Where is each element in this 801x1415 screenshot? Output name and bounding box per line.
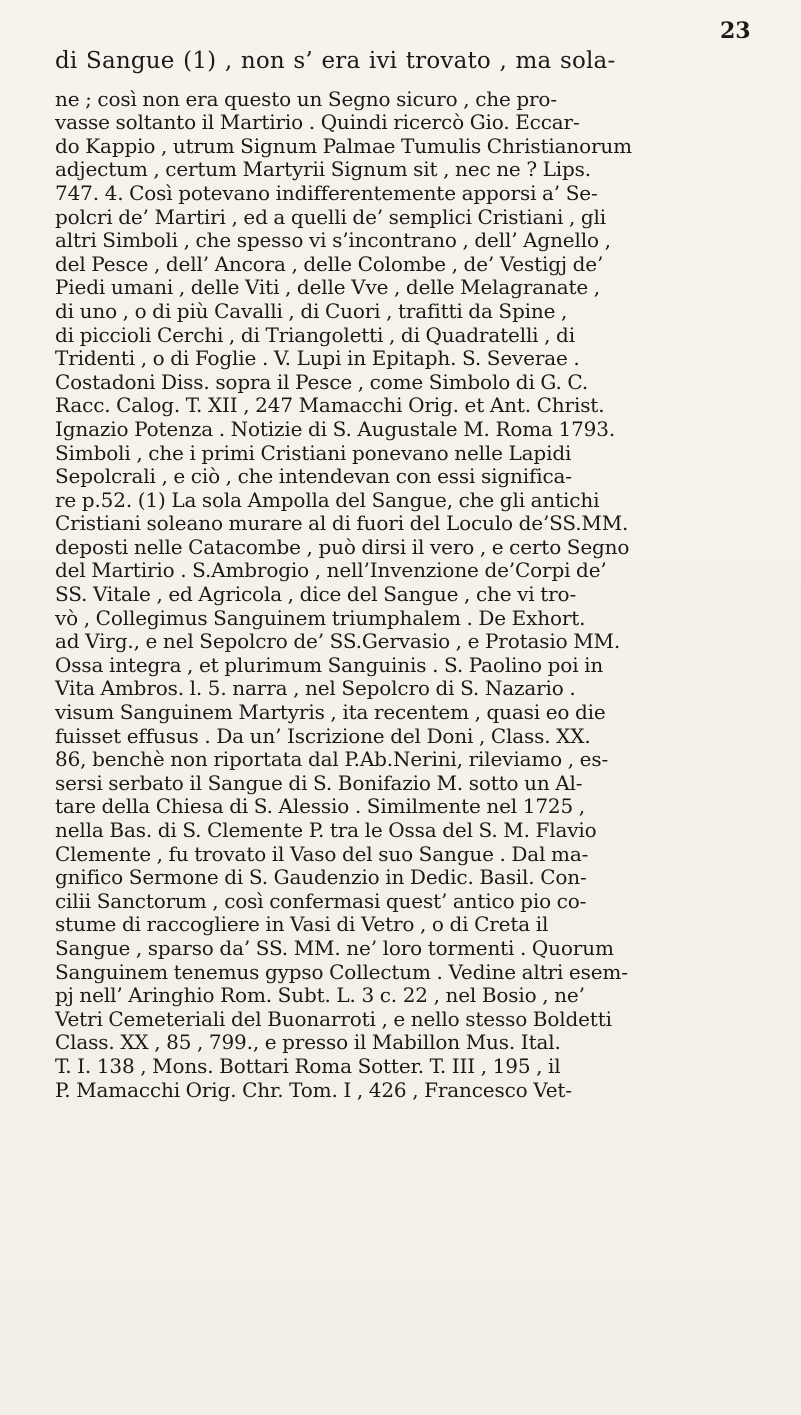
text-line: ad Virg., e nel Sepolcro de’ SS.Gervasio , e Protasio MM.: [55, 629, 621, 654]
text-line: deposti nelle Catacombe , può dirsi il vero , e certo Segno: [55, 534, 630, 559]
text-line: ne ; così non era questo un Segno sicuro , che pro-: [55, 86, 557, 111]
text-line: adjectum , certum Martyrii Signum sit , nec ne ? Lips.: [55, 157, 591, 182]
text-line: Sepolcrali , e ciò , che intendevan con essi significa-: [55, 464, 572, 489]
text-line: Simboli , che i primi Cristiani ponevano nelle Lapidi: [55, 440, 572, 465]
text-line: Racc. Calog. T. XII , 247 Mamacchi Orig. et Ant. Christ.: [55, 393, 605, 418]
text-line: P. Mamacchi Orig. Chr. Tom. I , 426 , Francesco Vet-: [55, 1077, 572, 1102]
text-line: do Kappio , utrum Signum Palmae Tumulis Christianorum: [55, 133, 632, 158]
text-line: vò , Collegimus Sanguinem triumphalem . De Exhort.: [55, 605, 586, 630]
text-line: visum Sanguinem Martyris , ita recentem , quasi eo die: [55, 700, 606, 725]
text-line: pj nell’ Aringhio Rom. Subt. L. 3 c. 22 , nel Bosio , ne’: [55, 983, 585, 1008]
text-line: vasse soltanto il Martirio . Quindi ricercò Gio. Eccar-: [55, 110, 580, 135]
text-line: gnifico Sermone di S. Gaudenzio in Dedic. Basil. Con-: [55, 865, 587, 890]
text-line: sersi serbato il Sangue di S. Bonifazio M. sotto un Al-: [55, 770, 583, 795]
text-line: cilii Sanctorum , così confermasi quest’ antico pio co-: [55, 888, 587, 913]
text-line: Tridenti , o di Foglie . V. Lupi in Epitaph. S. Severae .: [55, 346, 580, 371]
text-line: fuisset effusus . Da un’ Iscrizione del Doni , Class. XX.: [55, 723, 591, 748]
body-text: [55, 50, 755, 1102]
text-line: Class. XX , 85 , 799., e presso il Mabillon Mus. Ital.: [55, 1030, 561, 1055]
text-line: 86, benchè non riportata dal P.Ab.Nerini, rileviamo , es-: [55, 747, 609, 772]
text-line: Costadoni Diss. sopra il Pesce , come Simbolo di G. C.: [55, 369, 589, 394]
text-line: di uno , o di più Cavalli , di Cuori , trafitti da Spine ,: [55, 298, 568, 323]
text-line: altri Simboli , che spesso vi s’incontrano , dell’ Agnello ,: [55, 228, 611, 253]
text-line: 747. 4. Così potevano indifferentemente apporsi a’ Se-: [55, 180, 598, 205]
text-line: stume di raccogliere in Vasi di Vetro , o di Creta il: [55, 912, 549, 937]
text-line: Piedi umani , delle Viti , delle Vve , delle Melagranate ,: [55, 275, 600, 300]
text-line: di Sangue (1) , non s’ era ivi trovato , ma sola-: [55, 48, 616, 74]
text-line: Sangue , sparso da’ SS. MM. ne’ loro tormenti . Quorum: [55, 935, 614, 960]
text-line: nella Bas. di S. Clemente P. tra le Ossa del S. M. Flavio: [55, 818, 597, 842]
text-line: Vita Ambros. l. 5. narra , nel Sepolcro di S. Nazario .: [55, 676, 576, 701]
text-line: Ignazio Potenza . Notizie di S. Augustale M. Roma 1793.: [55, 416, 616, 441]
text-line: Cristiani soleano murare al di fuori del Loculo de’SS.MM.: [55, 511, 629, 536]
text-line: Vetri Cemeteriali del Buonarroti , e nello stesso Boldetti: [55, 1006, 612, 1031]
text-line: Clemente , fu trovato il Vaso del suo Sangue . Dal ma-: [55, 841, 589, 866]
text-line: SS. Vitale , ed Agricola , dice del Sangue , che vi tro-: [55, 582, 577, 607]
text-line: re p.52. (1) La sola Ampolla del Sangue, che gli antichi: [55, 487, 600, 512]
text-line: Ossa integra , et plurimum Sanguinis . S. Paolino poi in: [55, 652, 604, 677]
text-line: del Pesce , dell’ Ancora , delle Colombe , de’ Vestigj de’: [55, 251, 604, 276]
text-line: tare della Chiesa di S. Alessio . Similmente nel 1725 ,: [55, 794, 585, 819]
page-number: 23: [720, 18, 751, 44]
text-line: T. I. 138 , Mons. Bottari Roma Sotter. T. III , 195 , il: [55, 1053, 561, 1078]
text-line: del Martirio . S.Ambrogio , nell’Invenzione de’Corpi de’: [55, 558, 607, 583]
text-line: polcri de’ Martiri , ed a quelli de’ semplici Cristiani , gli: [55, 204, 607, 229]
text-line: Sanguinem tenemus gypso Collectum . Vedine altri esem-: [55, 959, 628, 984]
text-line: di piccioli Cerchi , di Triangoletti , di Quadratelli , di: [55, 322, 575, 347]
